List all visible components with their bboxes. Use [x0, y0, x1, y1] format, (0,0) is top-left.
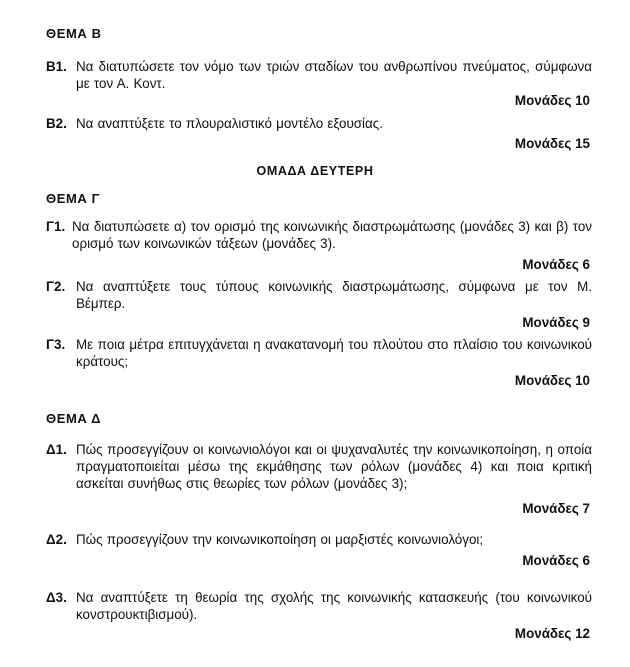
section-c-title: ΘΕΜΑ Γ	[46, 191, 101, 206]
question-d1-marks: Μονάδες 7	[522, 501, 590, 516]
question-d2-marks: Μονάδες 6	[522, 553, 590, 568]
question-text: Πώς προσεγγίζουν την κοινωνικοποίηση οι μαρξιστές κοινωνιολόγοι;	[76, 532, 484, 547]
question-number: Γ1.	[46, 219, 66, 234]
question-number: Δ3.	[46, 590, 67, 605]
question-c3-marks: Μονάδες 10	[514, 373, 590, 388]
question-c1	[46, 218, 592, 252]
question-text: Να αναπτύξετε το πλουραλιστικό μοντέλο εξουσίας.	[76, 116, 383, 131]
question-text: Με ποια μέτρα επιτυγχάνεται η ανακατανομή του πλούτου στο πλαίσιο του κοινωνικού κράτους;	[76, 337, 592, 369]
section-b-title: ΘΕΜΑ Β	[46, 26, 102, 41]
section-d-title: ΘΕΜΑ Δ	[46, 411, 102, 426]
question-c3	[46, 336, 592, 370]
question-number: Δ1.	[46, 442, 67, 457]
question-b1-marks: Μονάδες 10	[514, 93, 590, 108]
question-number: Γ3.	[46, 337, 66, 352]
question-text: Πώς προσεγγίζουν οι κοινωνιολόγοι και οι ψυχαναλυτές την κοινωνικοποίηση, η οποία πραγματοποιείται μέσω της εκμάθησης των ρόλων (μονάδες 4) και ποια κριτική ασκείται συνήθως στις θεωρίες των ρόλων (μονάδες 3);	[76, 442, 592, 491]
question-text: Να αναπτύξετε τους τύπους κοινωνικής διαστρωμάτωσης, σύμφωνα με τον Μ. Βέμπερ.	[76, 279, 592, 311]
question-b2-marks: Μονάδες 15	[514, 136, 590, 151]
question-number: Δ2.	[46, 532, 67, 547]
question-number: Β1.	[46, 59, 67, 74]
question-text: Να αναπτύξετε τη θεωρία της σχολής της κοινωνικής κατασκευής (του κοινωνικού κονστρουκτιβισμού).	[76, 590, 592, 622]
question-text: Να διατυπώσετε τον νόμο των τριών σταδίων του ανθρωπίνου πνεύματος, σύμφωνα με τον Α. Κοντ.	[76, 59, 592, 91]
question-d3	[46, 589, 592, 623]
question-number: Γ2.	[46, 279, 66, 294]
question-c2	[46, 278, 592, 312]
question-c2-marks: Μονάδες 9	[522, 315, 590, 330]
question-d3-marks: Μονάδες 12	[514, 626, 590, 641]
question-d1	[46, 441, 592, 492]
question-b2	[46, 115, 592, 132]
question-text: Να διατυπώσετε α) τον ορισμό της κοινωνικής διαστρωμάτωσης (μονάδες 3) και β) τον ορισμό των κοινωνικών τάξεων (μονάδες 3).	[72, 219, 592, 251]
question-number: Β2.	[46, 116, 67, 131]
question-c1-marks: Μονάδες 6	[522, 257, 590, 272]
group-two-title: ΟΜΑΔΑ ΔΕΥΤΕΡΗ	[256, 164, 374, 178]
question-b1	[46, 58, 592, 92]
question-d2	[46, 531, 592, 548]
